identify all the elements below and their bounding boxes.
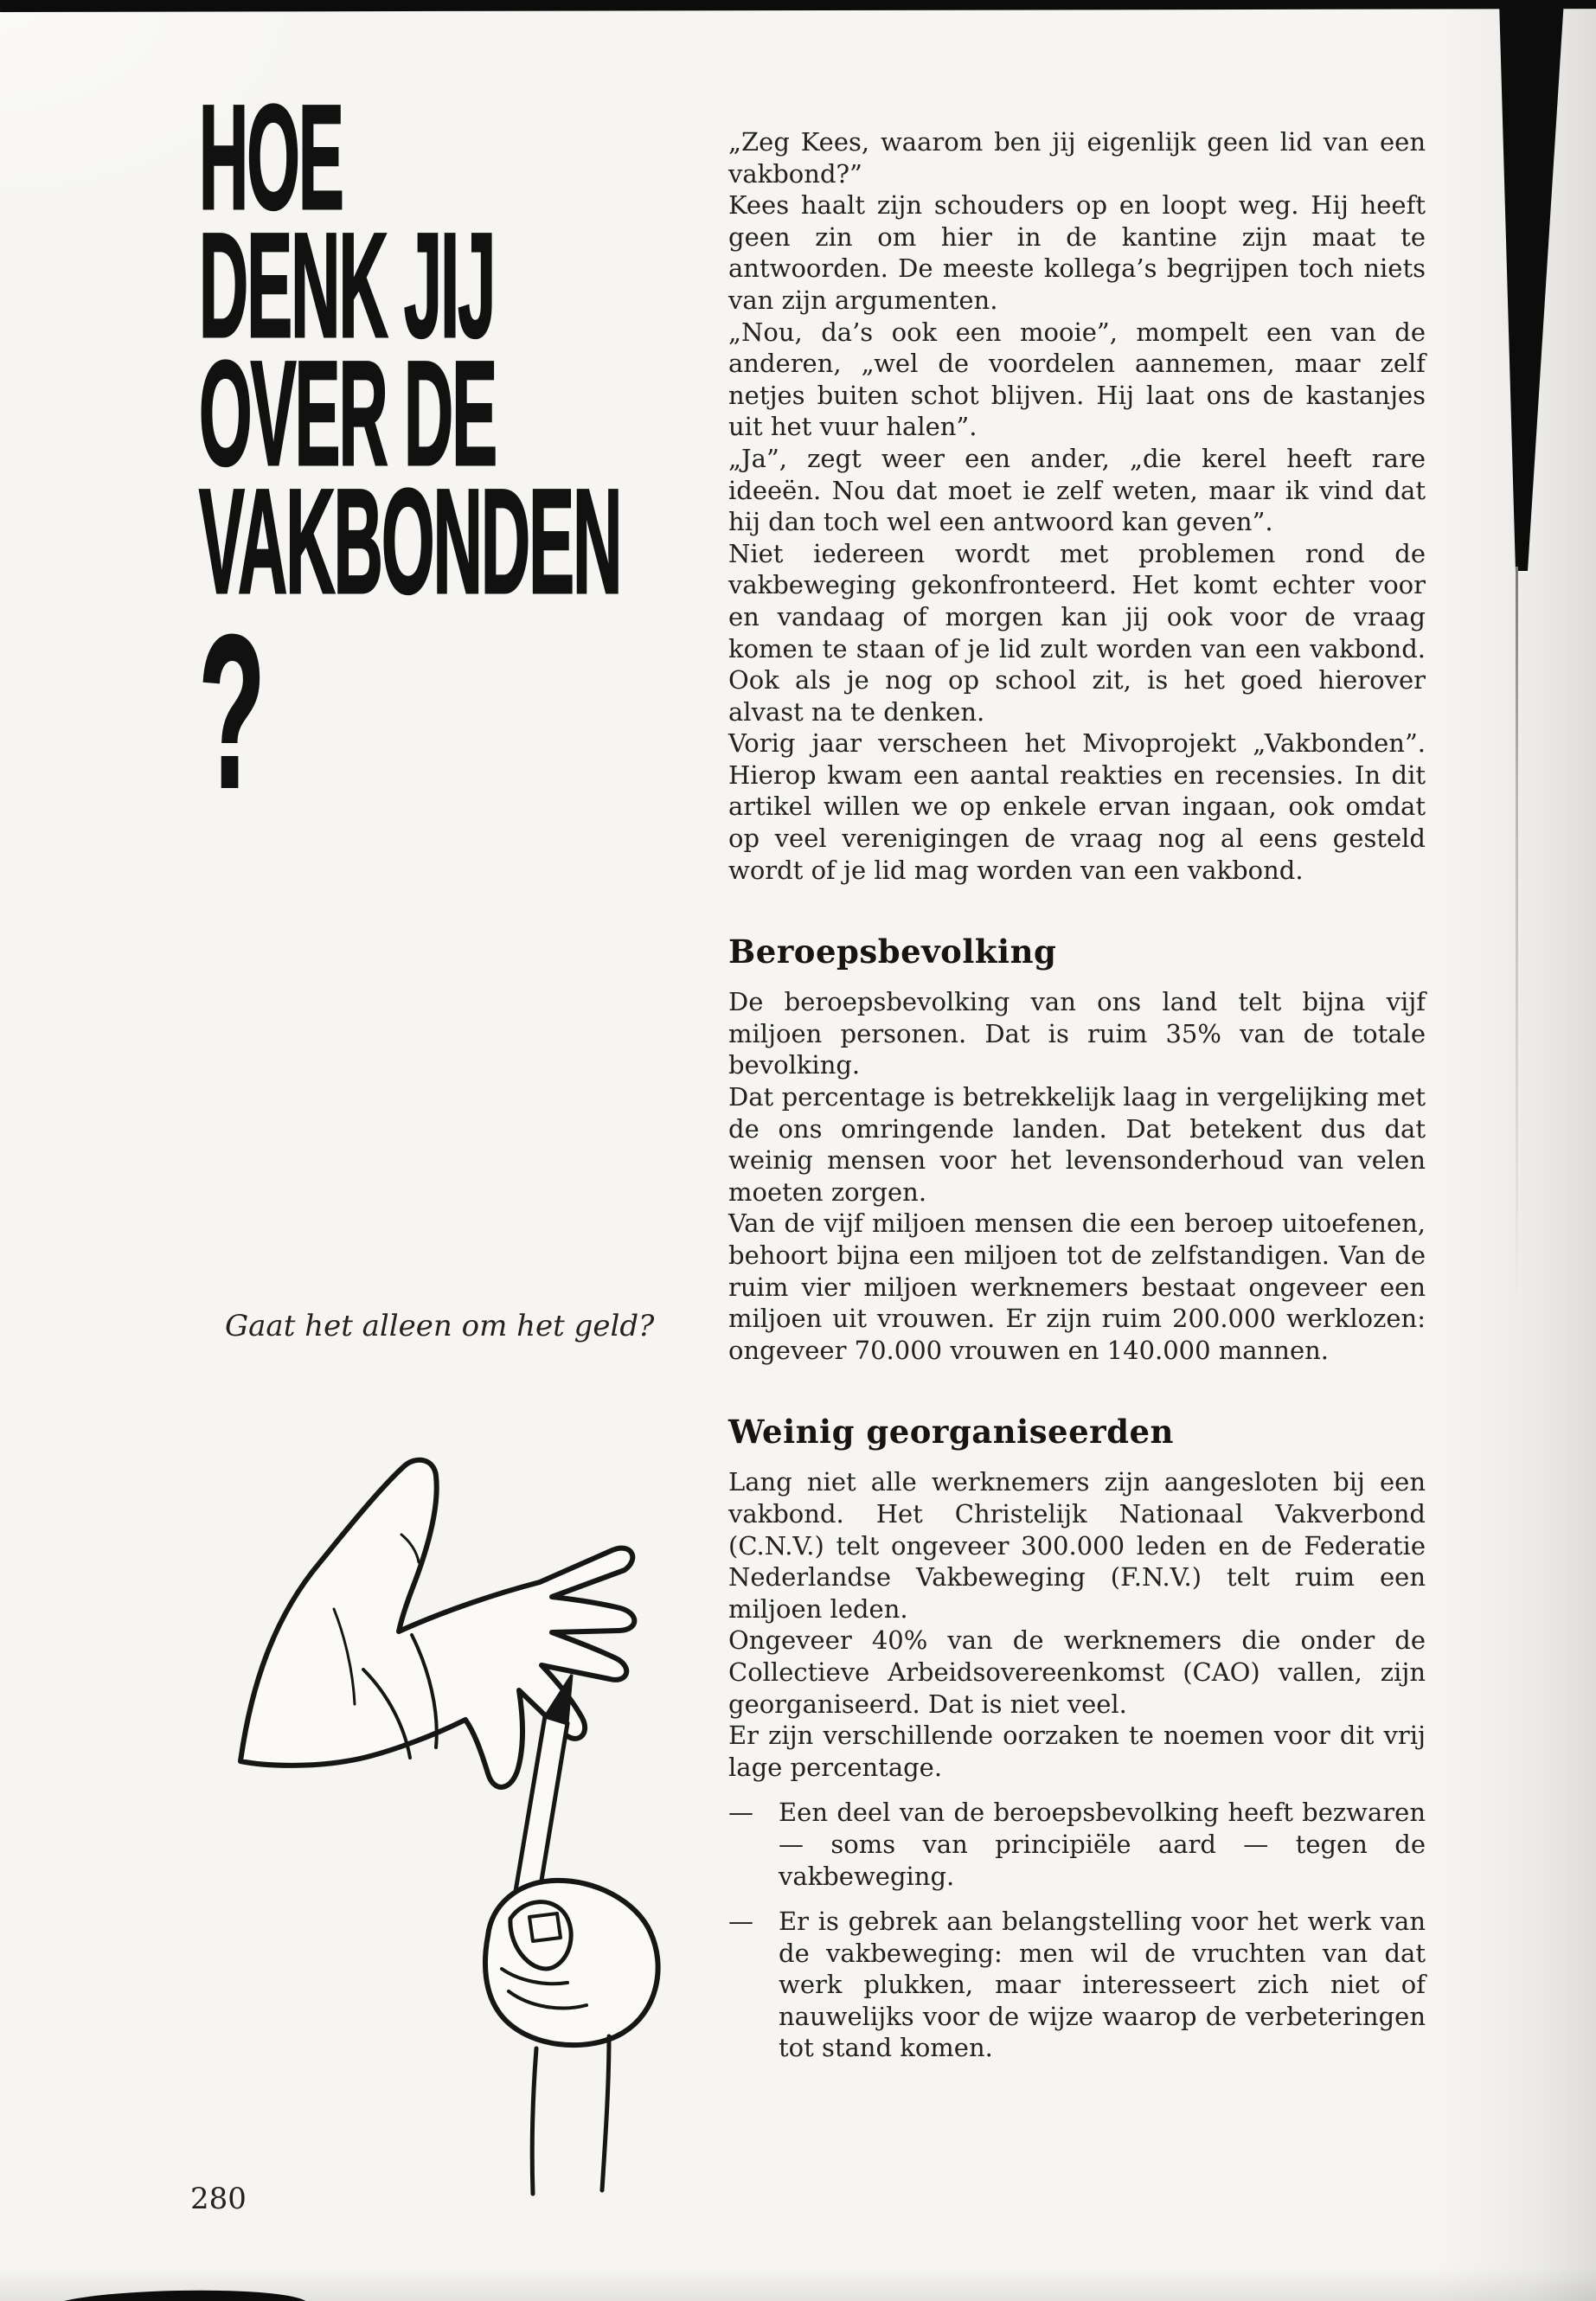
intro-paragraph: „Nou, da’s ook een mooie”, mompelt een van de anderen, „wel de voordelen aannemen, maar zelf netjes buiten schot blijven. Hij laat ons de kastanjes uit het vuur halen”. — [728, 317, 1426, 442]
headline-line-1: HOE — [199, 74, 343, 240]
bullet-item — [728, 1797, 1426, 1892]
headline-line-2: DENK JIJ — [199, 202, 495, 369]
scan-artifact-bottom-edge — [48, 2288, 307, 2301]
article-body — [728, 126, 1426, 2064]
scan-artifact-top-edge — [0, 0, 1596, 12]
headline-line-4: VAKBONDEN — [199, 458, 621, 625]
hand-counting-drawing — [232, 1452, 699, 2220]
section-paragraph: Ongeveer 40% van de werknemers die onder de Collectieve Arbeidsovereenkomst (CAO) vallen, zijn georganiseerd. Dat is niet veel. — [728, 1625, 1426, 1719]
intro-paragraph: Vorig jaar verscheen het Mivoprojekt „Vakbonden”. Hierop kwam een aantal reakties en recensies. In dit artikel willen we op enkele ervan ingaan, ook omdat op veel verenigingen de vraag nog al eens gesteld wordt of je lid mag worden van een vakbond. — [728, 728, 1426, 885]
section-heading-beroepsbevolking: Beroepsbevolking — [728, 933, 1057, 971]
section-paragraph: Van de vijf miljoen mensen die een beroep uitoefenen, behoort bijna een miljoen tot de zelfstandigen. Van de ruim vier miljoen werknemers bestaat ongeveer een miljoen uit vrouwen. Er zijn ruim 200.000 werklozen: ongeveer 70.000 vrouwen en 140.000 mannen. — [728, 1208, 1426, 1365]
bullet-item — [728, 1906, 1426, 2064]
wrist-line-right — [602, 2036, 609, 2190]
small-hand-fist — [485, 1881, 658, 2045]
intro-paragraph: „Ja”, zegt weer een ander, „die kerel heeft rare ideeën. Nou dat moet ie zelf weten, maar ik vind dat hij dan toch wel een antwoord kan geven”. — [728, 443, 1426, 537]
illustration-caption: Gaat het alleen om het geld? — [225, 1309, 655, 1343]
intro-paragraph: „Zeg Kees, waarom ben jij eigenlijk geen lid van een vakbond?” — [728, 127, 1426, 189]
intro-paragraph: Kees haalt zijn schouders op en loopt weg. Hij heeft geen zin om hier in de kantine zijn maat te antwoorden. De meeste kollega’s begrijpen toch niets van zijn argumenten. — [728, 190, 1426, 315]
headline-line-3: OVER DE — [199, 330, 497, 497]
section-heading-weinig-georganiseerden: Weinig georganiseerden — [728, 1413, 1174, 1452]
intro-paragraph: Niet iedereen wordt met problemen rond de vakbeweging gekonfronteerd. Het komt echter voor en vandaag of morgen kan jij ook voor de vraag komen te staan of je lid zult worden van een vakbond. Ook als je nog op school zit, is het goed hierover alvast na te denken. — [728, 538, 1426, 727]
wrist-line-left — [532, 2048, 536, 2194]
headline-question-mark: ? — [199, 591, 266, 832]
bullet-dash-icon: — — [728, 1798, 753, 1828]
article-headline — [199, 74, 683, 832]
section-paragraph: Dat percentage is betrekkelijk laag in vergelijking met de ons omringende landen. Dat betekent dus dat weinig mensen voor het levensonderhoud van velen moeten zorgen. — [728, 1082, 1426, 1207]
page-number: 280 — [190, 2182, 247, 2216]
section-paragraph: Lang niet alle werknemers zijn aangesloten bij een vakbond. Het Christelijk Nationaal Vakverbond (C.N.V.) telt ongeveer 300.000 leden en de Federatie Nederlandse Vakbeweging (F.N.V.) telt ruim een miljoen leden. — [728, 1467, 1426, 1624]
hand-counting-illustration — [232, 1452, 699, 2220]
section-paragraph: De beroepsbevolking van ons land telt bijna vijf miljoen personen. Dat is ruim 35% van de totale bevolking. — [728, 987, 1426, 1080]
bullet-text: Een deel van de beroepsbevolking heeft bezwaren — soms van principiële aard — tegen de vakbeweging. — [779, 1798, 1426, 1891]
section-paragraph: Er zijn verschillende oorzaken te noemen voor dit vrij lage percentage. — [728, 1721, 1426, 1782]
scan-artifact-right-line — [1516, 567, 1518, 1311]
bullet-text: Er is gebrek aan belangstelling voor het werk van de vakbeweging: men wil de vruchten van dat werk plukken, maar interesseert zich niet of nauwelijks voor de wijze waarop de verbeteringen tot stand komen. — [779, 1907, 1426, 2063]
bullet-dash-icon: — — [728, 1907, 753, 1937]
